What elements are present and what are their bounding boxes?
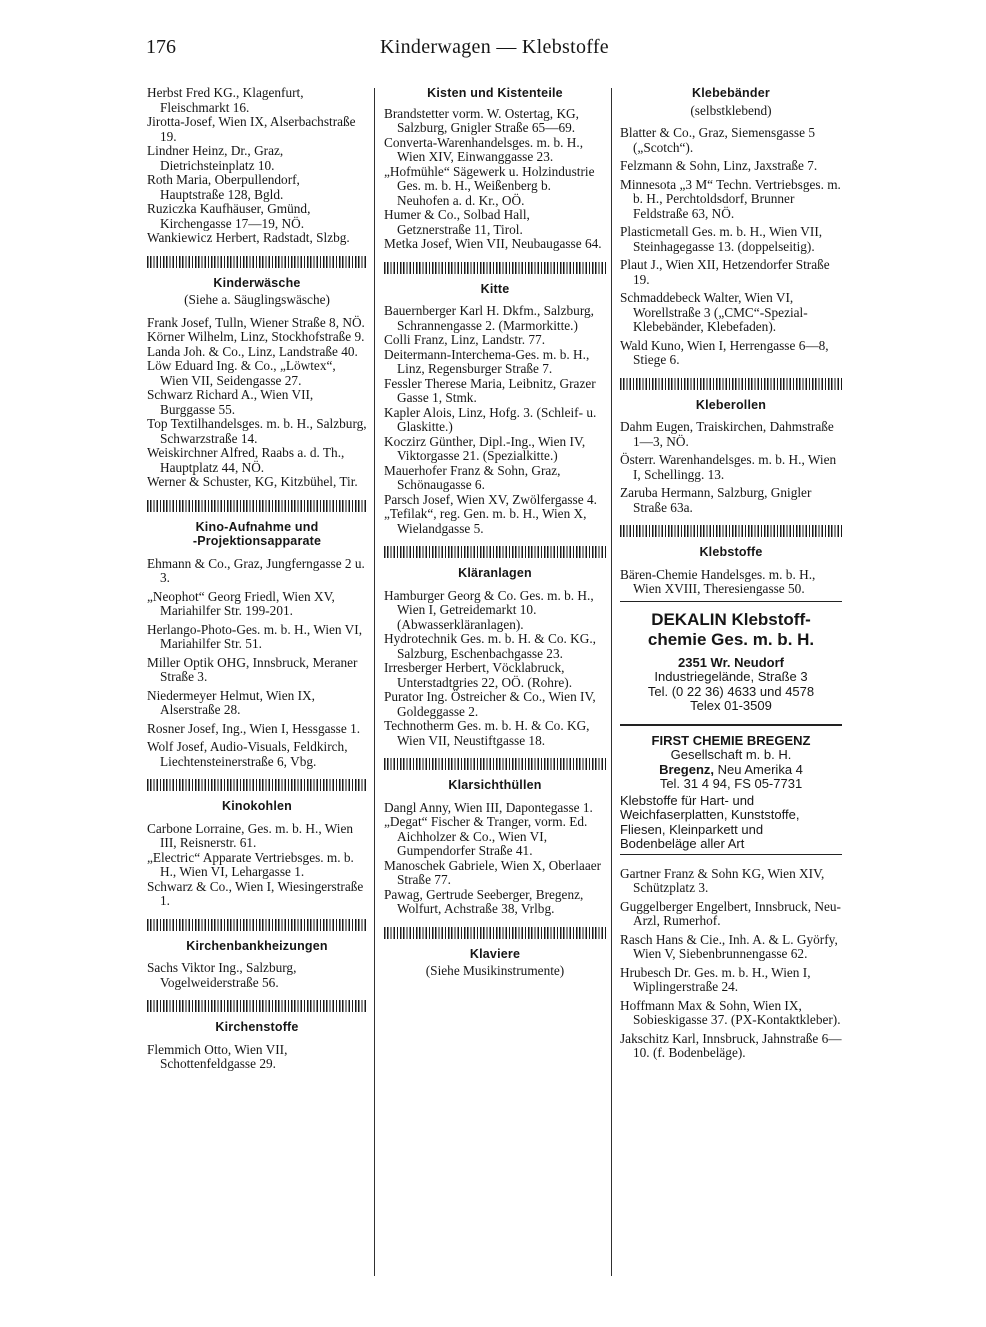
section-heading: Klarsichthüllen [448, 778, 542, 792]
directory-entry: Jakschitz Karl, Innsbruck, Jahnstraße 6—10. (f. Bodenbeläge). [620, 1030, 842, 1060]
directory-entry: Wald Kuno, Wien I, Herrengasse 6—8, Stiege 6. [620, 337, 829, 367]
directory-entry: „Electric“ Apparate Vertriebsges. m. b. H., Wien VI, Lehargasse 1. [147, 849, 354, 879]
directory-entry: Werner & Schuster, KG, Kitzbühel, Tir. [147, 474, 358, 489]
directory-entry: Metka Josef, Wien VII, Neubaugasse 64. [384, 236, 602, 251]
ad-phone: Tel. (0 22 36) 4633 und 4578 [647, 683, 815, 699]
section-heading: Kirchenstoffe [215, 1020, 299, 1034]
directory-entry: Plasticmetall Ges. m. b. H., Wien VII, Steinhagegasse 13. (doppelseitig). [620, 224, 823, 254]
entry-list [620, 867, 842, 1061]
directory-entry: Wankiewicz Herbert, Radstadt, Slzbg. [147, 230, 350, 245]
directory-entry: Mauerhofer Franz & Sohn, Graz, Schönaugasse 6. [384, 462, 561, 492]
directory-entry: Plaut J., Wien XII, Hetzendorfer Straße 19. [620, 257, 830, 287]
directory-entry: Top Textilhandelsges. m. b. H., Salzburg, Schwarzstraße 14. [147, 416, 367, 446]
section-heading: Kisten und Kistenteile [427, 86, 563, 100]
section-divider [384, 758, 606, 770]
directory-entry: Weiskirchner Alfred, Raabs a. d. Th., Hauptplatz 44, NÖ. [147, 445, 345, 475]
ad-street: Industriegelände, Straße 3 [654, 669, 808, 684]
directory-entry: Ehmann & Co., Graz, Jungferngasse 2 u. 3. [147, 555, 365, 585]
section-heading: Kirchenbankheizungen [186, 938, 328, 953]
directory-entry: Fessler Therese Maria, Leibnitz, Grazer Gasse 1, Stmk. [384, 375, 596, 405]
section-heading: -Projektionsapparate [192, 534, 322, 548]
directory-entry: Bauernberger Karl H. Dkfm., Salzburg, Schrannengasse 2. (Marmorkitte.) [384, 303, 594, 333]
ad-company: Gesellschaft m. b. H. [670, 747, 792, 762]
entry-list [620, 420, 842, 515]
entry-list [147, 316, 367, 490]
directory-entry: Wolf Josef, Audio-Visuals, Feldkirch, Liechtensteinerstraße 6, Vbg. [147, 739, 348, 769]
directory-entry: Schmaddebeck Walter, Wien VI, Worellstraße 3 („CMC“-Spezial-Klebebänder, Klebefaden). [620, 290, 808, 334]
directory-entry: Sachs Viktor Ing., Salzburg, Vogelweiderstraße 56. [147, 960, 297, 990]
directory-entry: „Neophot“ Georg Friedl, Wien XV, Mariahilfer Str. 199-201. [147, 588, 335, 618]
directory-entry: Lindner Heinz, Dr., Graz, Dietrichsteinplatz 10. [147, 143, 284, 173]
directory-entry: Converta-Warenhandelsges. m. b. H., Wien XIV, Einwanggasse 23. [384, 134, 584, 164]
directory-entry: „Degat“ Fischer & Tranger, vorm. Ed. Aichholzer & Co., Wien VI, Gumpendorfer Straße 41. [384, 814, 588, 858]
entry-list [620, 126, 842, 368]
entry-list [147, 822, 367, 909]
ad-description: Klebstoffe für Hart- und Weichfaserplatten, Kunststoffe, Fliesen, Kleinparkett und Bodenbeläge aller Art [620, 794, 842, 855]
ad-address: 2351 Wr. Neudorf [678, 654, 784, 670]
column-2 [384, 86, 606, 987]
directory-entry: Koczirz Günther, Dipl.-Ing., Wien IV, Viktorgasse 21. (Spezialkitte.) [384, 433, 586, 463]
directory-entry: Jirotta-Josef, Wien IX, Alserbachstraße 19. [147, 114, 356, 144]
section-heading: Kino-Aufnahme und [195, 519, 319, 534]
section-divider [384, 262, 606, 274]
directory-entry: Rosner Josef, Ing., Wien I, Hessgasse 1. [147, 720, 361, 736]
ad-city: Bregenz, [659, 761, 714, 777]
directory-entry: Hamburger Georg & Co. Ges. m. b. H., Wien I, Getreidemarkt 10. (Abwasserkläranlagen). [384, 587, 594, 632]
directory-entry: Schwarz Richard A., Wien VII, Burggasse 55. [147, 387, 314, 417]
directory-entry: Irresberger Herbert, Vöcklabruck, Unterstadtgries 22, OÖ. (Rohre). [384, 660, 573, 690]
section-divider [384, 927, 606, 939]
directory-entry: Ruziczka Kaufhäuser, Gmünd, Kirchengasse 17—19, NÖ. [147, 201, 311, 231]
section-divider [147, 1000, 367, 1012]
entry-list [147, 557, 367, 770]
directory-entry: Herlango-Photo-Ges. m. b. H., Wien VI, Mariahilfer Str. 51. [147, 621, 363, 651]
directory-entry: „Hofmühle“ Sägewerk u. Holzindustrie Ges. m. b. H., Weißenberg b. Neuhofen a. d. Kr., OÖ. [384, 163, 595, 208]
directory-entry: Bären-Chemie Handelsges. m. b. H., Wien XVIII, Theresiengasse 50. [620, 566, 816, 596]
directory-entry: Manoschek Gabriele, Wien X, Oberlaaer Straße 77. [384, 857, 602, 887]
section-heading: Kinokohlen [221, 799, 293, 813]
section-heading: Kleberollen [695, 397, 767, 412]
entry-list [384, 304, 606, 536]
advertisement-dekalin [620, 601, 842, 714]
directory-entry: Zaruba Hermann, Salzburg, Gnigler Straße 63a. [620, 485, 812, 515]
ad-title: FIRST CHEMIE BREGENZ [651, 732, 811, 748]
directory-entry: „Tefilak“, reg. Gen. m. b. H., Wien X, Wielandgasse 5. [384, 506, 587, 536]
directory-entry: Roth Maria, Oberpullendorf, Hauptstraße 128, Bgld. [147, 172, 300, 202]
column-rule [374, 88, 375, 1276]
directory-entry: Felzmann & Sohn, Linz, Jaxstraße 7. [620, 158, 818, 173]
directory-entry: Colli Franz, Linz, Landstr. 77. [384, 332, 546, 347]
section-divider [620, 525, 842, 537]
ad-title: chemie Ges. m. b. H. [647, 629, 815, 649]
section-heading: Kitte [480, 281, 510, 296]
ad-street: Neu Amerika 4 [717, 761, 803, 777]
entry-list [384, 589, 606, 749]
directory-entry: Schwarz & Co., Wien I, Wiesingerstraße 1. [147, 878, 364, 908]
directory-entry: Löw Eduard Ing. & Co., „Löwtex“, Wien VII, Seidengasse 27. [147, 358, 336, 388]
section-heading: Kinderwäsche [213, 275, 301, 290]
ad-address [620, 763, 842, 778]
directory-entry: Purator Ing. Östreicher & Co., Wien IV, Goldeggasse 2. [384, 689, 596, 719]
directory-entry: Hrubesch Dr. Ges. m. b. H., Wien I, Wiplingerstraße 24. [620, 964, 811, 994]
directory-entry: Gartner Franz & Sohn KG, Wien XIV, Schützplatz 3. [620, 865, 825, 895]
directory-entry: Parsch Josef, Wien XV, Zwölfergasse 4. [384, 491, 597, 507]
section-heading: Klaviere [469, 946, 521, 961]
column-rule [611, 88, 612, 1276]
entry-list [384, 107, 606, 252]
directory-entry: Hydrotechnik Ges. m. b. H. & Co. KG., Salzburg, Eschenbachgasse 23. [384, 631, 596, 661]
section-heading: Kläranlagen [458, 566, 532, 580]
section-subheading: (selbstklebend) [690, 102, 772, 118]
directory-entry: Körner Wilhelm, Linz, Stockhofstraße 9. [147, 329, 365, 344]
directory-entry: Miller Optik OHG, Innsbruck, Meraner Straße 3. [147, 654, 358, 684]
section-divider [147, 256, 367, 268]
directory-entry: Flemmich Otto, Wien VII, Schottenfeldgasse 29. [147, 1041, 288, 1071]
directory-entry: Pawag, Gertrude Seeberger, Bregenz, Wolfurt, Achstraße 38, Vrlbg. [384, 886, 584, 916]
column-3 [620, 86, 842, 1065]
page-header: Kinderwagen — Klebstoffe [380, 36, 609, 58]
entry-list [147, 961, 367, 990]
section-divider [384, 546, 606, 558]
directory-entry: Dangl Anny, Wien III, Dapontegasse 1. [384, 799, 593, 815]
section-subheading: (Siehe a. Säuglingswäsche) [184, 292, 330, 307]
section-divider [147, 779, 367, 791]
ad-telex: Telex 01-3509 [690, 698, 772, 713]
directory-entry: Frank Josef, Tulln, Wiener Straße 8, NÖ. [147, 314, 365, 330]
section-subheading: (Siehe Musikinstrumente) [425, 963, 565, 978]
section-divider [147, 919, 367, 931]
entry-list [147, 86, 367, 246]
directory-entry: Herbst Fred KG., Klagenfurt, Fleischmarkt 16. [147, 85, 304, 115]
directory-entry: Brandstetter vorm. W. Ostertag, KG, Salzburg, Gnigler Straße 65—69. [384, 105, 579, 135]
column-1 [147, 86, 367, 1072]
directory-entry: Carbone Lorraine, Ges. m. b. H., Wien III, Reisnerstr. 61. [147, 820, 354, 850]
directory-entry: Guggelberger Engelbert, Innsbruck, Neu-Arzl, Rumerhof. [620, 898, 841, 928]
directory-entry: Kapler Alois, Linz, Hofg. 3. (Schleif- u. Glaskitte.) [384, 404, 597, 434]
directory-entry: Rasch Hans & Cie., Inh. A. & L. Györfy, Wien V, Siebenbrunnengasse 62. [620, 931, 838, 961]
directory-entry: Technotherm Ges. m. b. H. & Co. KG, Wien VII, Neustiftgasse 18. [384, 718, 590, 748]
directory-entry: Minnesota „3 M“ Techn. Vertriebsges. m. b. H., Perchtoldsdorf, Brunner Feldstraße 63, NÖ. [620, 176, 841, 221]
entry-list [620, 568, 842, 597]
advertisement-first-chemie [620, 724, 842, 855]
ad-phone: Tel. 31 4 94, FS 05-7731 [659, 776, 803, 791]
page-number: 176 [146, 36, 176, 58]
entry-list [147, 1043, 367, 1072]
directory-entry: Humer & Co., Solbad Hall, Getznerstraße 11, Tirol. [384, 207, 530, 237]
section-divider [147, 500, 367, 512]
directory-entry: Blatter & Co., Graz, Siemensgasse 5 („Scotch“). [620, 125, 815, 155]
section-heading: Klebebänder [692, 86, 770, 100]
directory-entry: Dahm Eugen, Traiskirchen, Dahmstraße 1—3, NÖ. [620, 419, 834, 449]
directory-entry: Niedermeyer Helmut, Wien IX, Alserstraße 28. [147, 687, 315, 717]
directory-entry: Österr. Warenhandelsges. m. b. H., Wien I, Schellingg. 13. [620, 452, 837, 482]
section-divider [620, 378, 842, 390]
entry-list [384, 801, 606, 917]
directory-entry: Deitermann-Interchema-Ges. m. b. H., Linz, Regensburger Straße 7. [384, 346, 590, 376]
section-heading: Klebstoffe [699, 545, 763, 559]
directory-entry: Hoffmann Max & Sohn, Wien IX, Sobieskigasse 37. (PX-Kontaktkleber). [620, 997, 841, 1027]
directory-entry: Landa Joh. & Co., Linz, Landstraße 40. [147, 343, 358, 359]
ad-title: DEKALIN Klebstoff- [651, 609, 811, 629]
